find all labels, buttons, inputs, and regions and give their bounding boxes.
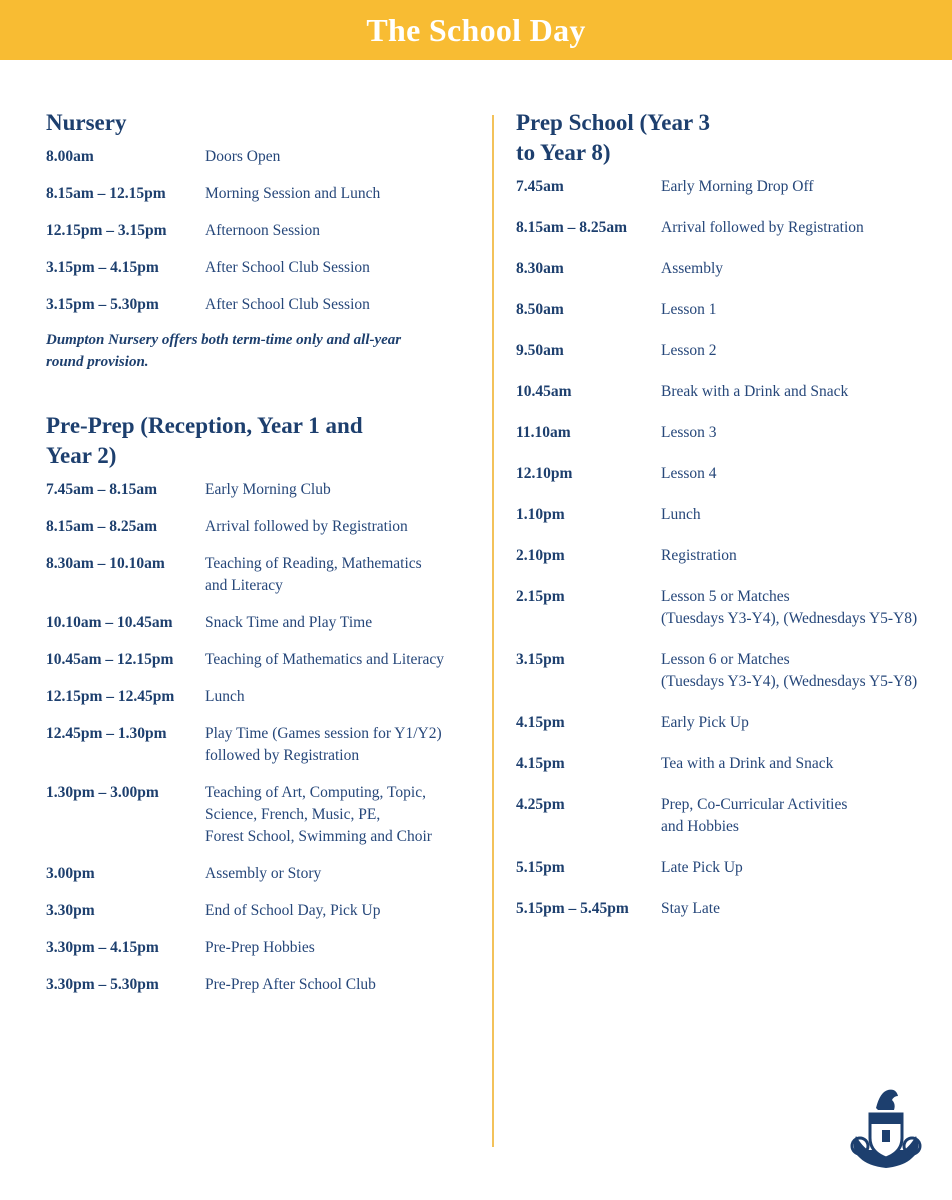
schedule-time: 10.45am bbox=[516, 383, 572, 400]
schedule-description: Prep, Co-Curricular Activities and Hobbies bbox=[661, 796, 848, 835]
schedule-row bbox=[516, 258, 936, 280]
schedule-time: 4.25pm bbox=[516, 796, 565, 813]
schedule-time: 10.10am – 10.45am bbox=[46, 614, 173, 631]
schedule-time: 10.45am – 12.15pm bbox=[46, 651, 174, 668]
schedule-row bbox=[516, 794, 936, 838]
schedule-time: 4.15pm bbox=[516, 755, 565, 772]
preprep-heading: Pre-Prep (Reception, Year 1 and Year 2) bbox=[46, 413, 363, 468]
schedule-description: Pre-Prep Hobbies bbox=[205, 939, 315, 956]
schedule-description: Play Time (Games session for Y1/Y2) followed by Registration bbox=[205, 725, 442, 764]
nursery-schedule bbox=[46, 146, 476, 316]
schedule-time: 11.10am bbox=[516, 424, 571, 441]
schedule-time: 3.30pm bbox=[46, 902, 95, 919]
schedule-time: 3.30pm – 5.30pm bbox=[46, 976, 159, 993]
schedule-description: Registration bbox=[661, 547, 737, 564]
schedule-row bbox=[516, 712, 936, 734]
schedule-time: 5.15pm – 5.45pm bbox=[516, 900, 629, 917]
schedule-time: 8.15am – 8.25am bbox=[46, 518, 158, 535]
nursery-note: Dumpton Nursery offers both term-time only and all-year round provision. bbox=[46, 332, 402, 370]
schedule-row bbox=[46, 294, 476, 316]
schedule-description: Doors Open bbox=[205, 148, 281, 165]
schedule-row bbox=[516, 753, 936, 775]
schedule-description: Assembly bbox=[661, 260, 723, 277]
schedule-description: Pre-Prep After School Club bbox=[205, 976, 376, 993]
schedule-description: Teaching of Mathematics and Literacy bbox=[205, 651, 445, 668]
schedule-time: 2.10pm bbox=[516, 547, 565, 564]
schedule-row bbox=[46, 516, 476, 538]
schedule-row bbox=[516, 463, 936, 485]
prep-schedule bbox=[516, 176, 936, 920]
schedule-row bbox=[46, 686, 476, 708]
schedule-description: Lunch bbox=[205, 688, 245, 705]
schedule-row bbox=[516, 857, 936, 879]
schedule-time: 8.30am – 10.10am bbox=[46, 555, 165, 572]
schedule-description: Snack Time and Play Time bbox=[205, 614, 373, 631]
schedule-time: 3.15pm bbox=[516, 651, 565, 668]
schedule-description: Arrival followed by Registration bbox=[205, 518, 408, 535]
schedule-description: Tea with a Drink and Snack bbox=[661, 755, 834, 772]
schedule-row bbox=[46, 183, 476, 205]
schedule-row bbox=[46, 479, 476, 501]
schedule-time: 3.00pm bbox=[46, 865, 95, 882]
schedule-row bbox=[46, 974, 476, 996]
schedule-row bbox=[516, 649, 936, 693]
schedule-row bbox=[46, 257, 476, 279]
schedule-time: 4.15pm bbox=[516, 714, 565, 731]
schedule-row bbox=[516, 504, 936, 526]
prep-section bbox=[516, 108, 936, 920]
right-column bbox=[516, 108, 936, 939]
schedule-row bbox=[46, 723, 476, 767]
schedule-description: Lesson 6 or Matches (Tuesdays Y3-Y4), (Wednesdays Y5-Y8) bbox=[661, 651, 918, 690]
schedule-row bbox=[516, 176, 936, 198]
preprep-schedule bbox=[46, 479, 476, 996]
schedule-description: Lesson 1 bbox=[661, 301, 717, 318]
schedule-time: 12.15pm – 3.15pm bbox=[46, 222, 167, 239]
schedule-description: Early Morning Drop Off bbox=[661, 178, 814, 195]
schedule-row bbox=[46, 146, 476, 168]
schedule-row bbox=[46, 863, 476, 885]
schedule-description: Lesson 5 or Matches (Tuesdays Y3-Y4), (Wednesdays Y5-Y8) bbox=[661, 588, 918, 627]
nursery-heading: Nursery bbox=[46, 110, 127, 135]
schedule-description: Lunch bbox=[661, 506, 701, 523]
schedule-description: End of School Day, Pick Up bbox=[205, 902, 381, 919]
schedule-row bbox=[516, 299, 936, 321]
page-header bbox=[0, 0, 952, 60]
page-title: The School Day bbox=[366, 11, 586, 48]
schedule-description: Lesson 2 bbox=[661, 342, 717, 359]
schedule-time: 12.15pm – 12.45pm bbox=[46, 688, 175, 705]
schedule-description: Teaching of Art, Computing, Topic, Science, French, Music, PE, Forest School, Swimming and Choir bbox=[205, 784, 432, 845]
schedule-row bbox=[516, 340, 936, 362]
schedule-time: 12.10pm bbox=[516, 465, 573, 482]
schedule-time: 2.15pm bbox=[516, 588, 565, 605]
schedule-description: Early Morning Club bbox=[205, 481, 331, 498]
schedule-time: 8.30am bbox=[516, 260, 564, 277]
schedule-time: 7.45am bbox=[516, 178, 564, 195]
schedule-row bbox=[516, 422, 936, 444]
schedule-time: 5.15pm bbox=[516, 859, 565, 876]
school-crest-icon bbox=[846, 1084, 926, 1172]
schedule-row bbox=[46, 937, 476, 959]
schedule-row bbox=[46, 612, 476, 634]
schedule-row bbox=[516, 586, 936, 630]
nursery-section bbox=[46, 108, 476, 373]
schedule-description: Arrival followed by Registration bbox=[661, 219, 864, 236]
schedule-time: 8.00am bbox=[46, 148, 94, 165]
schedule-time: 3.15pm – 4.15pm bbox=[46, 259, 159, 276]
schedule-time: 8.15am – 8.25am bbox=[516, 219, 628, 236]
schedule-time: 7.45am – 8.15am bbox=[46, 481, 158, 498]
schedule-description: Break with a Drink and Snack bbox=[661, 383, 849, 400]
preprep-section bbox=[46, 411, 476, 996]
schedule-description: Assembly or Story bbox=[205, 865, 322, 882]
schedule-description: Stay Late bbox=[661, 900, 720, 917]
schedule-time: 1.10pm bbox=[516, 506, 565, 523]
schedule-time: 12.45pm – 1.30pm bbox=[46, 725, 167, 742]
prep-heading: Prep School (Year 3 to Year 8) bbox=[516, 110, 710, 165]
schedule-description: Lesson 3 bbox=[661, 424, 717, 441]
schedule-time: 3.15pm – 5.30pm bbox=[46, 296, 159, 313]
schedule-description: Afternoon Session bbox=[205, 222, 320, 239]
column-divider bbox=[492, 115, 494, 1147]
schedule-time: 1.30pm – 3.00pm bbox=[46, 784, 159, 801]
left-column bbox=[46, 108, 476, 1011]
schedule-description: Late Pick Up bbox=[661, 859, 743, 876]
schedule-time: 8.15am – 12.15pm bbox=[46, 185, 166, 202]
schedule-time: 3.30pm – 4.15pm bbox=[46, 939, 159, 956]
schedule-row bbox=[46, 782, 476, 848]
schedule-description: After School Club Session bbox=[205, 259, 370, 276]
schedule-row bbox=[46, 649, 476, 671]
schedule-description: Lesson 4 bbox=[661, 465, 717, 482]
schedule-description: After School Club Session bbox=[205, 296, 370, 313]
schedule-row bbox=[516, 545, 936, 567]
schedule-row bbox=[516, 898, 936, 920]
schedule-time: 9.50am bbox=[516, 342, 564, 359]
schedule-description: Morning Session and Lunch bbox=[205, 185, 381, 202]
schedule-row bbox=[46, 900, 476, 922]
schedule-row bbox=[46, 220, 476, 242]
schedule-description: Early Pick Up bbox=[661, 714, 749, 731]
schedule-time: 8.50am bbox=[516, 301, 564, 318]
schedule-row bbox=[516, 217, 936, 239]
schedule-description: Teaching of Reading, Mathematics and Literacy bbox=[205, 555, 422, 594]
schedule-row bbox=[516, 381, 936, 403]
schedule-row bbox=[46, 553, 476, 597]
